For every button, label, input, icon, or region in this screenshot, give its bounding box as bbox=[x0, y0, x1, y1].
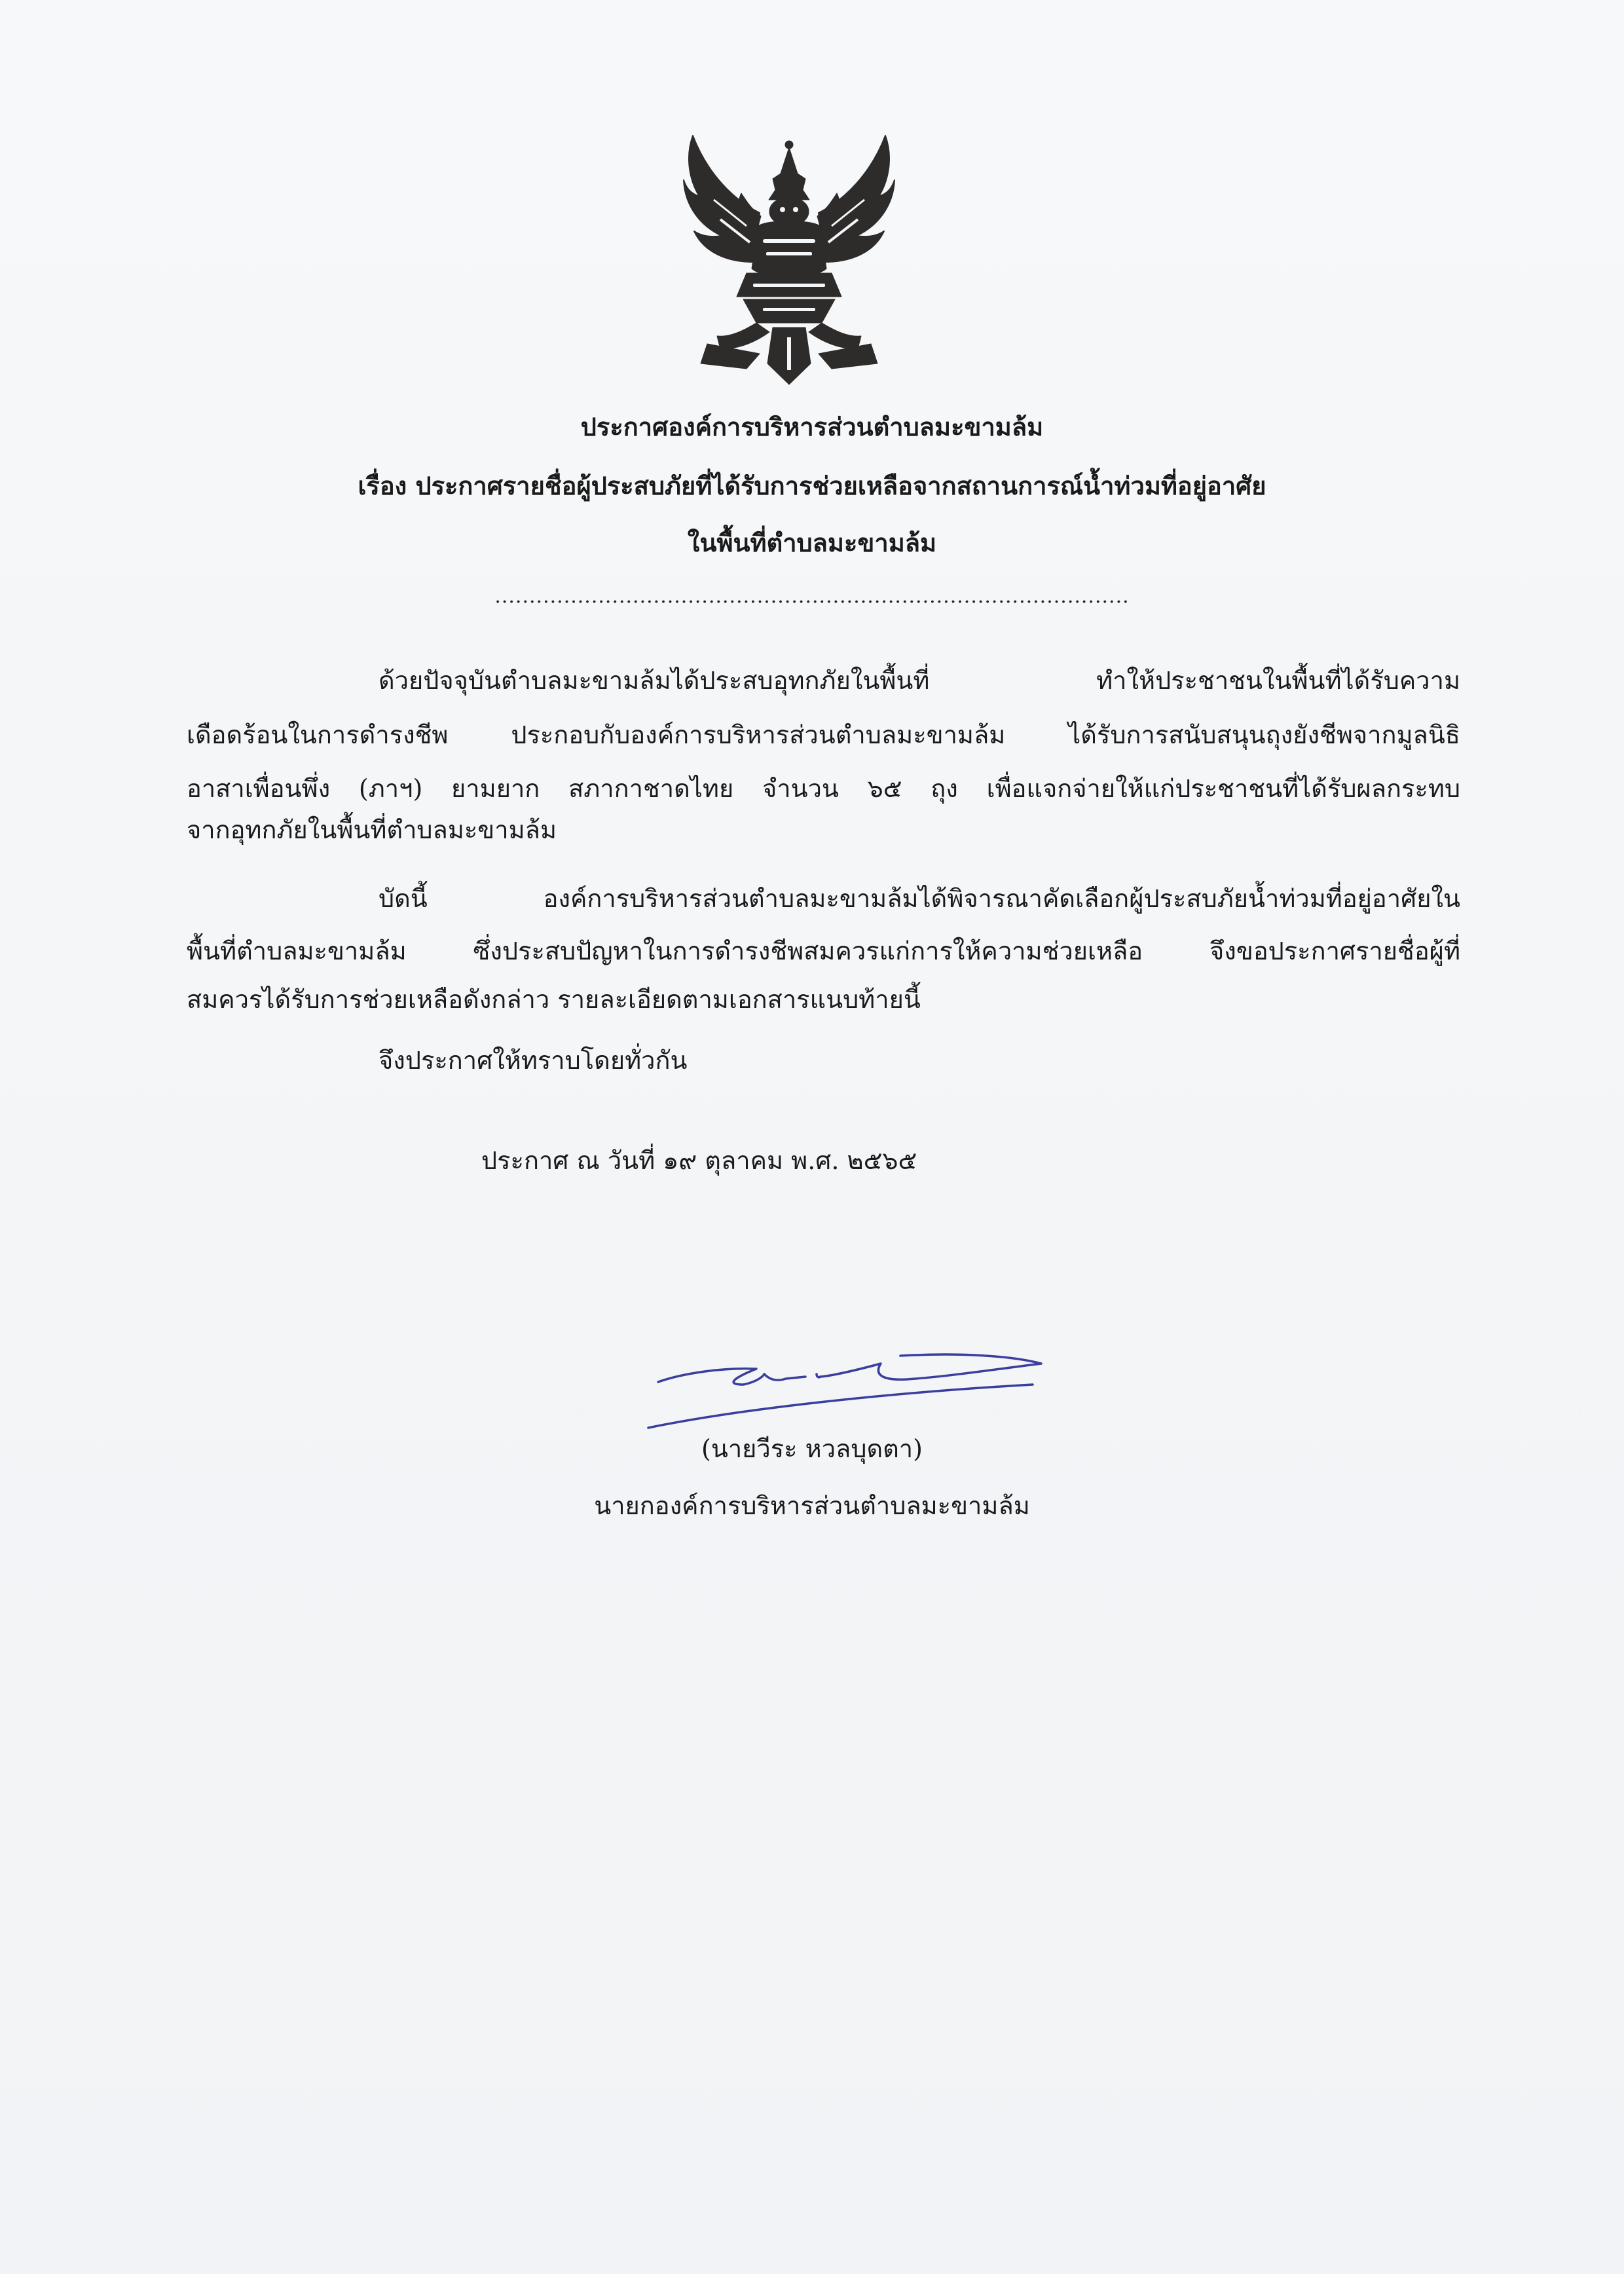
body-paragraph-1-line-3: อาสาเพื่อนพึ่ง (ภาฯ) ยามยาก สภากาชาดไทย จำนวน ๖๕ ถุง เพื่อแจกจ่ายให้แก่ประชาชนที่ได้รับผลกระทบ bbox=[187, 774, 1460, 803]
announcement-title: ประกาศองค์การบริหารส่วนตำบลมะขามล้ม bbox=[580, 412, 1044, 441]
signer-position: นายกองค์การบริหารส่วนตำบลมะขามล้ม bbox=[594, 1491, 1030, 1520]
signer-name: (นายวีระ หวลบุดตา) bbox=[701, 1434, 923, 1463]
announcement-subject: เรื่อง ประกาศรายชื่อผู้ประสบภัยที่ได้รับการช่วยเหลือจากสถานการณ์น้ำท่วมที่อยู่อาศัย bbox=[358, 471, 1266, 500]
announcement-date: ประกาศ ณ วันที่ ๑๙ ตุลาคม พ.ศ. ๒๕๖๕ bbox=[481, 1146, 917, 1175]
announcement-subject-area: ในพื้นที่ตำบลมะขามล้ม bbox=[687, 528, 937, 557]
body-paragraph-2-line-1: บัดนี้ องค์การบริหารส่วนตำบลมะขามล้มได้พิจารณาคัดเลือกผู้ประสบภัยน้ำท่วมที่อยู่อาศัยใน bbox=[378, 884, 1460, 913]
garuda-emblem-icon bbox=[681, 128, 897, 386]
heading-separator: ............................................................................................ bbox=[494, 585, 1130, 608]
handwritten-signature-icon bbox=[645, 1316, 1064, 1447]
body-paragraph-1-line-4: จากอุทกภัยในพื้นที่ตำบลมะขามล้ม bbox=[187, 815, 557, 844]
closing-statement: จึงประกาศให้ทราบโดยทั่วกัน bbox=[378, 1046, 688, 1075]
body-paragraph-2-line-2: พื้นที่ตำบลมะขามล้ม ซึ่งประสบปัญหาในการดำรงชีพสมควรแก่การให้ความช่วยเหลือ จึงขอประกาศรายชื่อผู้ที่ bbox=[187, 937, 1460, 965]
body-paragraph-1-line-1: ด้วยปัจจุบันตำบลมะขามล้มได้ประสบอุทกภัยในพื้นที่ ทำให้ประชาชนในพื้นที่ได้รับความ bbox=[378, 666, 1460, 695]
body-paragraph-1-line-2: เดือดร้อนในการดำรงชีพ ประกอบกับองค์การบริหารส่วนตำบลมะขามล้ม ได้รับการสนับสนุนถุงยังชีพจากมูลนิธิ bbox=[187, 720, 1460, 749]
body-paragraph-2-line-3: สมควรได้รับการช่วยเหลือดังกล่าว รายละเอียดตามเอกสารแนบท้ายนี้ bbox=[187, 985, 921, 1014]
